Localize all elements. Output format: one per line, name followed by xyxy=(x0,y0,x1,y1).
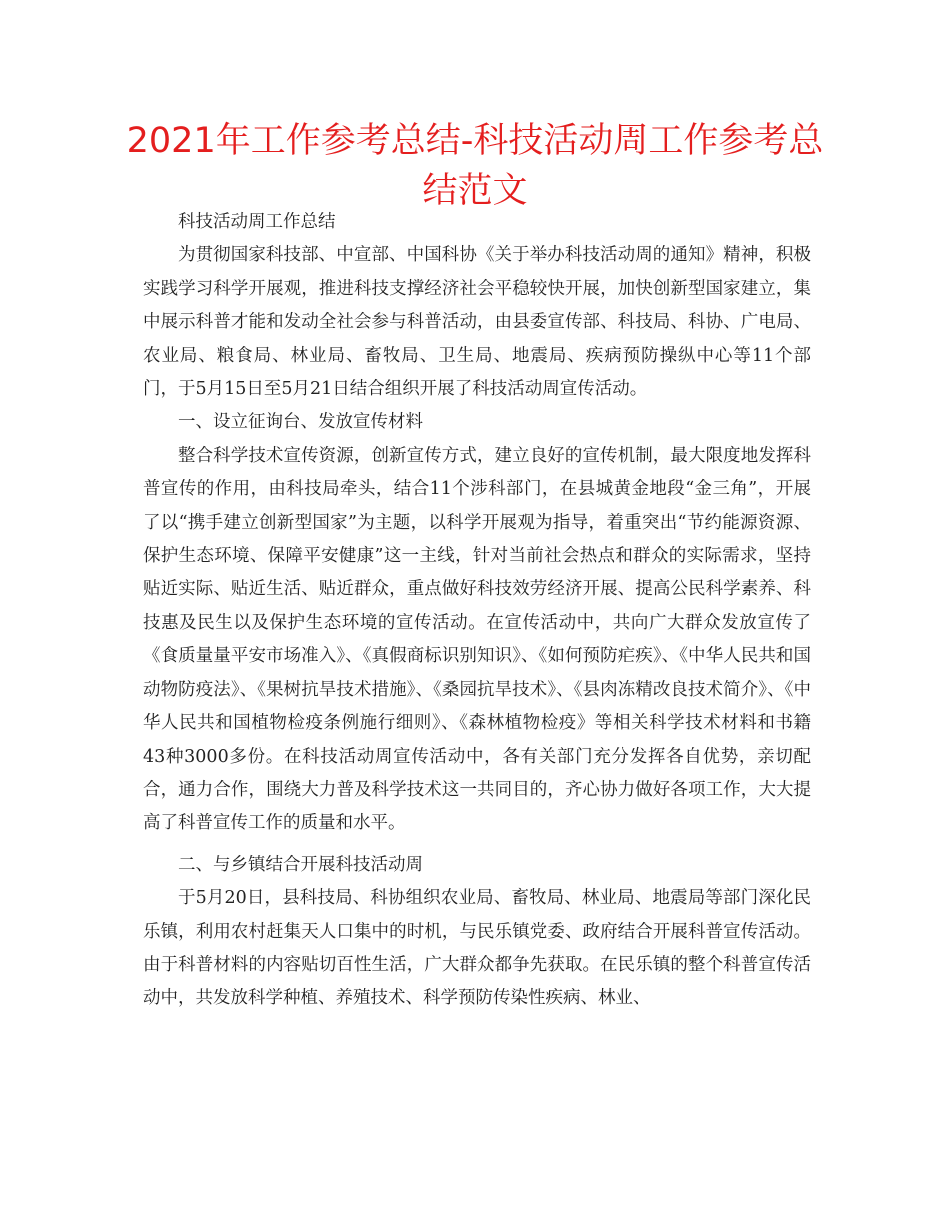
section-heading-2: 二、与乡镇结合开展科技活动周 xyxy=(178,854,423,875)
document-title: 2021年工作参考总结-科技活动周工作参考总结范文 xyxy=(126,121,824,211)
paragraph-section-2: 于5月20日，县科技局、科协组织农业局、畜牧局、林业局、地震局等部门深化民乐镇，利用农村赶集天人口集中的时机，与民乐镇党委、政府结合开展科普宣传活动。由于科普材料的内容贴切百性生活，广大群众都争先获取。在民乐镇的整个科普宣传活动中，共发放科学种植、养殖技术、科学预防传染性疾病、林业、 xyxy=(143,888,811,1009)
document-body xyxy=(143,206,811,1016)
section-heading-1: 一、设立征询台、发放宣传材料 xyxy=(178,412,423,433)
paragraph-section-1: 整合科学技术宣传资源，创新宣传方式，建立良好的宣传机制，最大限度地发挥科普宣传的作用，由科技局牵头，结合11个涉科部门，在县城黄金地段“金三角”，开展了以“携手建立创新型国家”为主题，以科学开展观为指导，着重突出“节约能源资源、保护生态环境、保障平安健康”这一主线，针对当前社会热点和群众的实际需求，坚持贴近实际、贴近生活、贴近群众，重点做好科技效劳经济开展、提高公民科学素养、科技惠及民生以及保护生态环境的宣传活动。在宣传活动中，共向广大群众发放宣传了《食质量量平安市场准入》、《真假商标识别知识》、《如何预防疟疾》、《中华人民共和国动物防疫法》、《果树抗旱技术措施》、《桑园抗旱技术》、《县肉冻精改良技术简介》、《中华人民共和国植物检疫条例施行细则》、《森林植物检疫》等相关科学技术材料和书籍43种3000多份。在科技活动周宣传活动中，各有关部门充分发挥各自优势，亲切配合，通力合作，围绕大力普及科学技术这一共同目的，齐心协力做好各项工作，大大提高了科普宣传工作的质量和水平。 xyxy=(143,445,811,834)
section-subtitle: 科技活动周工作总结 xyxy=(178,212,336,232)
paragraph-intro: 为贯彻国家科技部、中宣部、中国科协《关于举办科技活动周的通知》精神，积极实践学习科学开展观，推进科技支撑经济社会平稳较快开展，加快创新型国家建立，集中展示科普才能和发动全社会参与科普活动，由县委宣传部、科技局、科协、广电局、农业局、粮食局、林业局、畜牧局、卫生局、地震局、疾病预防操纵中心等11个部门，于5月15日至5月21日结合组织开展了科技活动周宣传活动。 xyxy=(143,245,811,400)
